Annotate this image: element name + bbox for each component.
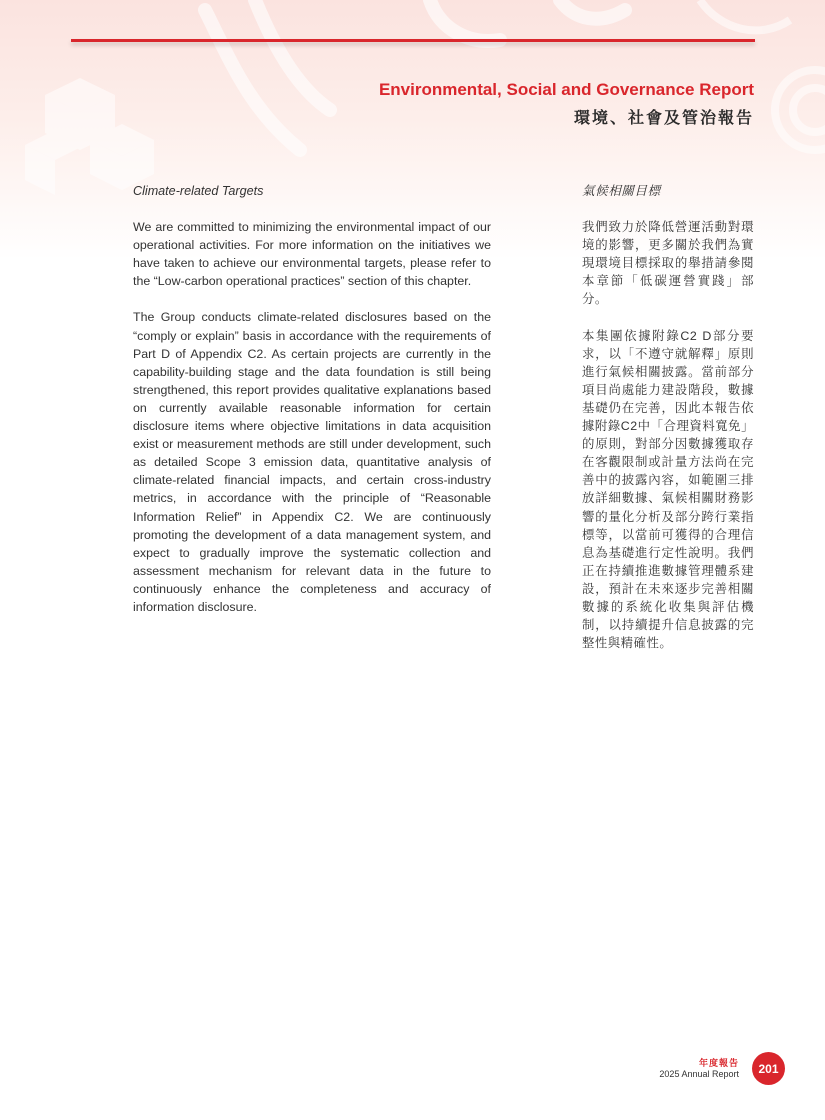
paragraph-zh: 我們致力於降低營運活動對環境的影響，更多關於我們為實現環境目標採取的舉措請參閱本章節「低碳運營實踐」部分。 [582, 220, 754, 307]
header-rule [71, 39, 755, 42]
paragraph-zh: 本集團依據附錄C2 D部分要求，以「不遵守就解釋」原則進行氣候相關披露。當前部分項目尚處能力建設階段，數據基礎仍在完善，因此本報告依據附錄C2中「合理資料寬免」的原則，對部分因數據獲取存在客觀限制或計量方法尚在完善中的披露內容，如範圍三排放詳細數據、氣候相關財務影響的量化分析及部分跨行業指標等，以當前可獲得的合理信息為基礎進行定性說明。我們正在持續推進數據管理體系建設，預計在未來逐步完善相關數據的系統化收集與評估機制，以持續提升信息披露的完整性與精確性。 [582, 328, 754, 651]
paragraph-en: The Group conducts climate-related disclosures based on the “comply or explain” basis in accordance with the requirements of Part D of Appendix C2. As certain projects are currently in the capability-building stage and the data foundation is still being strengthened, this report provides qualitative explanations based on currently available reasonable information for certain disclosure items where objective limitations in data acquisition exist or measurement methods are still under development, such as detailed Scope 3 emission data, quantitative analysis of climate-related financial impacts, and certain cross-industry metrics, in accordance with the principle of “Reasonable Information Relief” in Appendix C2. We are continuously promoting the development of a data management system, and expect to gradually improve the systematic collection and assessment mechanism for relevant data in the future to continuously enhance the completeness and accuracy of information disclosure. [133, 310, 491, 614]
section-heading-zh: 氣候相關目標 [582, 184, 661, 198]
chinese-column [582, 182, 754, 670]
section-heading-en: Climate-related Targets [133, 184, 264, 198]
report-title-zh: 環境、社會及管治報告 [573, 110, 754, 127]
page-number-badge: 201 [752, 1052, 785, 1085]
report-title-en: Environmental, Social and Governance Report [378, 80, 754, 99]
english-column [133, 182, 491, 634]
footer-report-label-en: 2025 Annual Report [659, 1069, 739, 1079]
footer-report-label-zh: 年度報告 [698, 1058, 739, 1068]
paragraph-en: We are committed to minimizing the environmental impact of our operational activities. For more information on the initiatives we have taken to achieve our environmental targets, please refer to the “Low-carbon operational practices” section of this chapter. [133, 220, 491, 289]
